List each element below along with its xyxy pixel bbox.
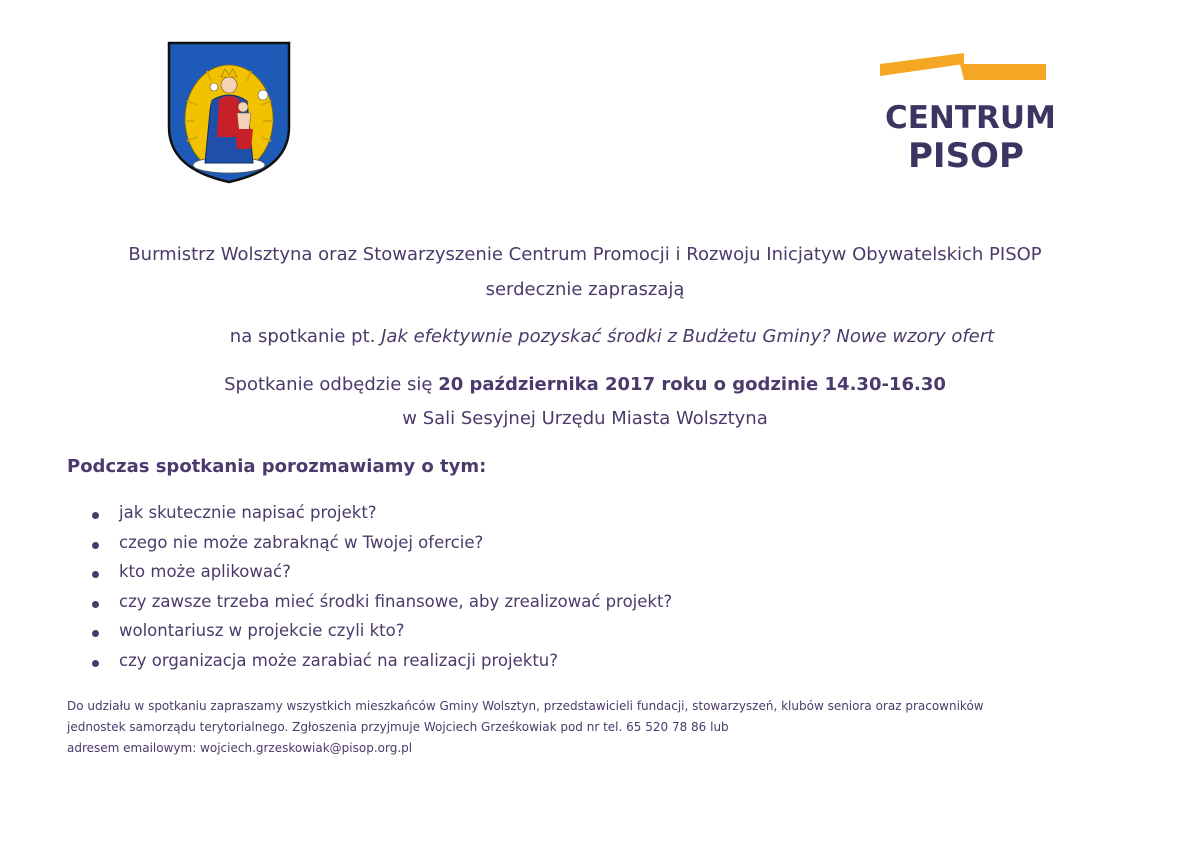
topic-text: czego nie może zabraknąć w Twojej ofercie? <box>119 532 484 552</box>
logo-text-pisop: PISOP <box>908 136 1024 176</box>
bullet-icon <box>92 630 99 637</box>
meeting-title: Jak efektywnie pozyskać środki z Budżetu Gminy? Nowe wzory ofert <box>381 326 995 347</box>
centrum-pisop-logo <box>878 48 1056 176</box>
footer-contact-email[interactable]: adresem emailowym: wojciech.grzeskowiak@pisop.org.pl <box>67 741 413 755</box>
footer-line: Do udziału w spotkaniu zapraszamy wszystkich mieszkańców Gminy Wolsztyn, przedstawicieli fundacji, stowarzyszeń, klubów seniora oraz pracowników <box>67 699 984 713</box>
wolsztyn-coat-of-arms <box>167 41 291 184</box>
topic-text: czy zawsze trzeba mieć środki finansowe, aby zrealizować projekt? <box>119 591 673 611</box>
topics-list <box>88 503 672 681</box>
topic-item <box>88 621 672 651</box>
meeting-title-line <box>0 326 1190 347</box>
bullet-icon <box>92 660 99 667</box>
meeting-date-line <box>0 374 1170 395</box>
invite-line: serdecznie zapraszają <box>485 279 685 300</box>
topic-item <box>88 651 672 681</box>
topic-text: jak skutecznie napisać projekt? <box>119 503 377 522</box>
meeting-place: w Sali Sesyjnej Urzędu Miasta Wolsztyna <box>402 408 768 429</box>
meeting-prefix: na spotkanie pt. <box>229 326 376 347</box>
date-prefix: Spotkanie odbędzie się <box>224 374 433 395</box>
registration-note <box>67 696 984 759</box>
bullet-icon <box>92 601 99 608</box>
logo-stripes-icon <box>878 48 1050 88</box>
footer-line: jednostek samorządu terytorialnego. Zgłoszenia przyjmuje Wojciech Grześkowiak pod nr tel. 65 520 78 86 lub <box>67 720 729 734</box>
topic-item <box>88 562 672 592</box>
bullet-icon <box>92 512 99 519</box>
topic-item <box>88 503 672 533</box>
topic-text: kto może aplikować? <box>119 562 291 582</box>
organizers-line: Burmistrz Wolsztyna oraz Stowarzyszenie Centrum Promocji i Rozwoju Inicjatyw Obywatelskich PISOP <box>128 244 1042 265</box>
topics-heading: Podczas spotkania porozmawiamy o tym: <box>67 456 487 477</box>
topic-item <box>88 592 672 622</box>
topic-item <box>88 533 672 563</box>
bullet-icon <box>92 542 99 549</box>
logo-text-centrum: CENTRUM <box>885 100 1056 136</box>
topic-text: wolontariusz w projekcie czyli kto? <box>119 621 405 641</box>
topic-text: czy organizacja może zarabiać na realizacji projektu? <box>119 650 559 670</box>
meeting-date: 20 października 2017 roku o godzinie 14.30-16.30 <box>438 374 946 395</box>
bullet-icon <box>92 571 99 578</box>
